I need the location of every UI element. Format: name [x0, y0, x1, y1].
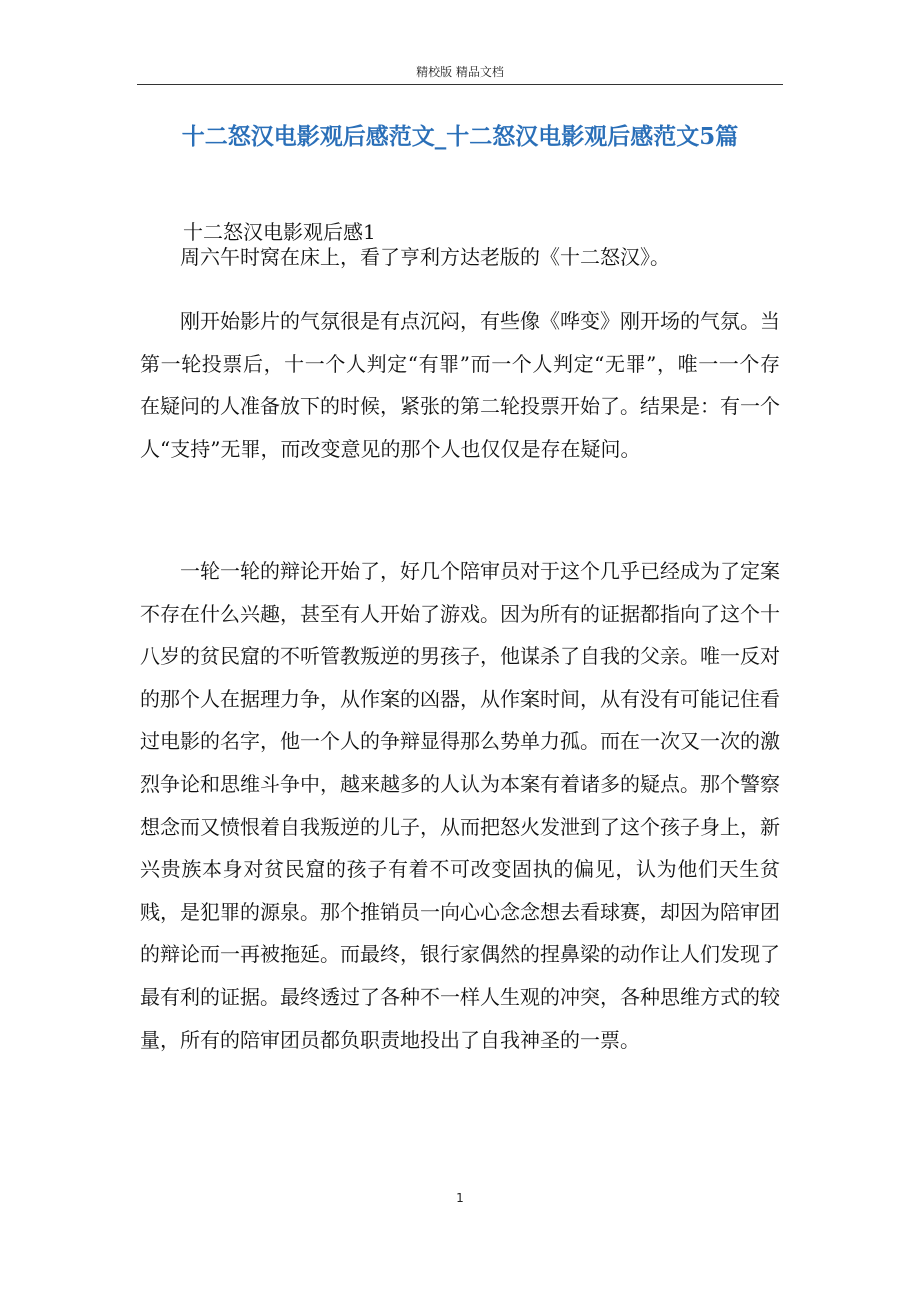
section-heading: 十二怒汉电影观后感1	[183, 220, 376, 244]
document-title: 十二怒汉电影观后感范文_十二怒汉电影观后感范文5篇	[181, 123, 739, 150]
page-header: 精校版 精品文档	[416, 65, 504, 79]
paragraph-1: 周六午时窝在床上，看了亨利方达老版的《十二怒汉》。	[180, 245, 670, 269]
header-divider	[137, 84, 783, 85]
paragraph-2: 刚开始影片的气氛很是有点沉闷，有些像《哗变》刚开场的气氛。当第一轮投票后，十一个人判定“有罪”而一个人判定“无罪”，唯一一个存在疑问的人准备放下的时候，紧张的第二轮投票开始了。结果是：有一个人“支持”无罪，而改变意见的那个人也仅仅是存在疑问。	[140, 309, 780, 461]
paragraph-3: 一轮一轮的辩论开始了，好几个陪审员对于这个几乎已经成为了定案不存在什么兴趣，甚至有人开始了游戏。因为所有的证据都指向了这个十八岁的贫民窟的不听管教叛逆的男孩子，他谋杀了自我的父亲。唯一反对的那个人在据理力争，从作案的凶器，从作案时间，从有没有可能记住看过电影的名字，他一个人的争辩显得那么势单力孤。而在一次又一次的激烈争论和思维斗争中，越来越多的人认为本案有着诸多的疑点。那个警察想念而又愤恨着自我叛逆的儿子，从而把怒火发泄到了这个孩子身上，新兴贵族本身对贫民窟的孩子有着不可改变固执的偏见，认为他们天生贫贱，是犯罪的源泉。那个推销员一向心心念念想去看球赛，却因为陪审团的辩论而一再被拖延。而最终，银行家偶然的捏鼻梁的动作让人们发现了最有利的证据。最终透过了各种不一样人生观的冲突，各种思维方式的较量，所有的陪审团员都负职责地投出了自我神圣的一票。	[140, 559, 780, 1052]
page-number: 1	[456, 1191, 464, 1205]
